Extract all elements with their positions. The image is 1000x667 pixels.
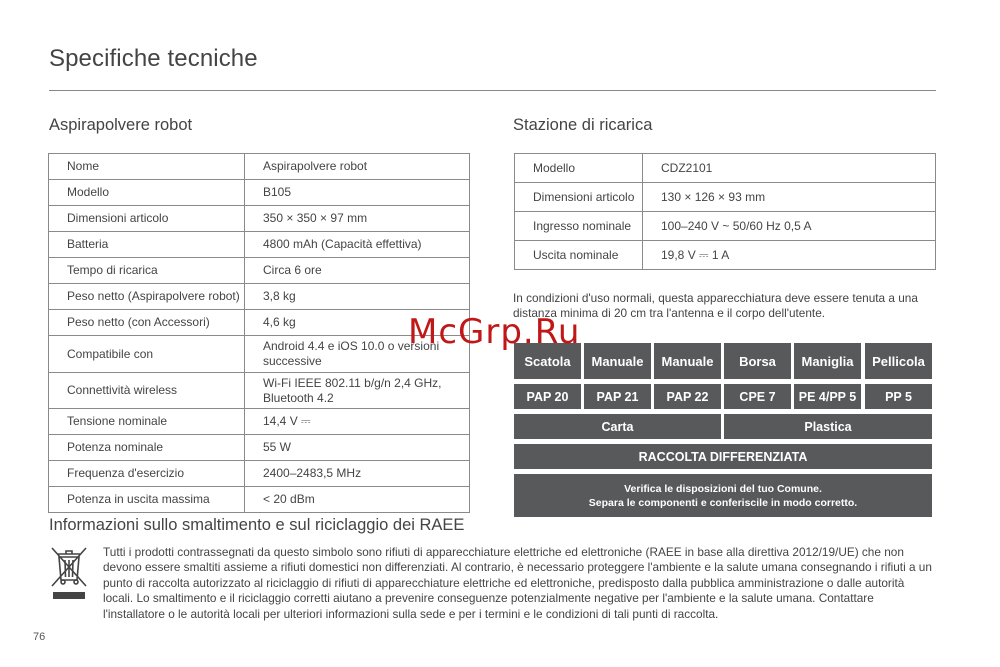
robot-spec-row [49, 206, 470, 232]
robot-spec-row [49, 409, 470, 435]
robot-spec-row [49, 487, 470, 513]
page-title: Specifiche tecniche [49, 45, 258, 72]
robot-spec-label: Tempo di ricarica [49, 258, 245, 284]
robot-spec-label: Batteria [49, 232, 245, 258]
station-spec-table [514, 153, 936, 270]
robot-spec-row [49, 461, 470, 487]
robot-spec-value: < 20 dBm [245, 487, 470, 513]
recycle-code: PAP 21 [584, 384, 651, 409]
robot-spec-value: 350 × 350 × 97 mm [245, 206, 470, 232]
robot-spec-label: Peso netto (con Accessori) [49, 310, 245, 336]
station-spec-row [515, 241, 936, 270]
station-spec-label: Ingresso nominale [515, 212, 643, 241]
robot-spec-label: Peso netto (Aspirapolvere robot) [49, 284, 245, 310]
robot-spec-value: 14,4 V ⎓ [245, 409, 470, 435]
robot-spec-value: 55 W [245, 435, 470, 461]
robot-spec-label: Compatibile con [49, 336, 245, 373]
robot-spec-label: Connettività wireless [49, 373, 245, 409]
robot-spec-value: Circa 6 ore [245, 258, 470, 284]
recycle-code: PAP 20 [514, 384, 581, 409]
robot-spec-row [49, 284, 470, 310]
robot-spec-label: Tensione nominale [49, 409, 245, 435]
recycle-code: PE 4/PP 5 [794, 384, 861, 409]
station-section-title: Stazione di ricarica [513, 116, 653, 134]
robot-spec-row [49, 310, 470, 336]
recycle-code: PAP 22 [654, 384, 721, 409]
distance-note: In condizioni d'uso normali, questa apparecchiatura deve essere tenuta a una distanza minima di 20 cm tra l'antenna e il corpo dell'utente. [513, 291, 918, 320]
robot-spec-value: 3,8 kg [245, 284, 470, 310]
robot-spec-row [49, 373, 470, 409]
recycle-item: Scatola [514, 343, 581, 379]
recycle-code: CPE 7 [724, 384, 791, 409]
robot-spec-row [49, 180, 470, 206]
collection-instructions [514, 474, 932, 517]
robot-spec-value: 4,6 kg [245, 310, 470, 336]
station-spec-row [515, 212, 936, 241]
recycle-item: Manuale [654, 343, 721, 379]
station-spec-value: 100–240 V ~ 50/60 Hz 0,5 A [643, 212, 936, 241]
robot-spec-row [49, 258, 470, 284]
station-spec-row [515, 154, 936, 183]
robot-spec-row [49, 154, 470, 180]
station-spec-label: Uscita nominale [515, 241, 643, 270]
robot-spec-label: Modello [49, 180, 245, 206]
robot-spec-row [49, 435, 470, 461]
robot-spec-value: Aspirapolvere robot [245, 154, 470, 180]
watermark: McGrp.Ru [408, 312, 581, 352]
station-spec-value: 130 × 126 × 93 mm [643, 183, 936, 212]
raee-paragraph: Tutti i prodotti contrassegnati da questo simbolo sono rifiuti di apparecchiature elettriche ed elettroniche (RAEE in base alla direttiva 2012/19/UE) che non devono essere smaltiti assieme a rifiuti domestici non differenziati. Al contrario, è necessario proteggere l'ambiente e la salute umana consegnando i rifiuti a un punto di raccolta autorizzato al riciclaggio di rifiuti di apparecchiature elettriche ed elettroniche, predisposto dalla pubblica amministrazione o dalle autorità locali. Lo smaltimento e il riciclaggio corretti aiutano a prevenire conseguenze potenzialmente negative per l'ambiente e la salute umana. Contattare l'installatore o le autorità locali per ulteriori informazioni sulla sede e per i termini e le condizioni di tali punti di raccolta. [103, 545, 932, 621]
recycle-item: Pellicola [865, 343, 932, 379]
material-plastic: Plastica [724, 414, 932, 439]
robot-spec-row [49, 336, 470, 373]
station-spec-label: Modello [515, 154, 643, 183]
robot-spec-row [49, 232, 470, 258]
crossed-out-bin-icon [49, 544, 89, 602]
robot-spec-label: Nome [49, 154, 245, 180]
robot-spec-value: 4800 mAh (Capacità effettiva) [245, 232, 470, 258]
material-paper: Carta [514, 414, 721, 439]
robot-spec-label: Frequenza d'esercizio [49, 461, 245, 487]
robot-spec-label: Dimensioni articolo [49, 206, 245, 232]
instructions-line-2: Separa le componenti e conferiscile in modo corretto. [588, 496, 858, 509]
station-spec-value: 19,8 V ⎓ 1 A [643, 241, 936, 270]
robot-spec-label: Potenza in uscita massima [49, 487, 245, 513]
robot-spec-value: 2400–2483,5 MHz [245, 461, 470, 487]
station-spec-row [515, 183, 936, 212]
raee-section-title: Informazioni sullo smaltimento e sul riciclaggio dei RAEE [49, 516, 465, 534]
instructions-line-1: Verifica le disposizioni del tuo Comune. [624, 482, 822, 495]
robot-spec-value: Wi-Fi IEEE 802.11 b/g/n 2,4 GHz, Bluetooth 4.2 [245, 373, 470, 409]
recycle-code: PP 5 [865, 384, 932, 409]
recycle-item: Maniglia [794, 343, 861, 379]
robot-spec-label: Potenza nominale [49, 435, 245, 461]
recycle-item: Borsa [724, 343, 791, 379]
robot-section-title: Aspirapolvere robot [49, 116, 193, 134]
robot-spec-value: B105 [245, 180, 470, 206]
collection-banner: RACCOLTA DIFFERENZIATA [514, 444, 932, 469]
station-spec-label: Dimensioni articolo [515, 183, 643, 212]
title-divider [49, 90, 936, 91]
robot-spec-value: Android 4.4 e iOS 10.0 o versioni successive [245, 336, 470, 373]
recycle-item: Manuale [584, 343, 651, 379]
page-number: 76 [33, 631, 46, 643]
robot-spec-table [48, 153, 470, 513]
station-spec-value: CDZ2101 [643, 154, 936, 183]
